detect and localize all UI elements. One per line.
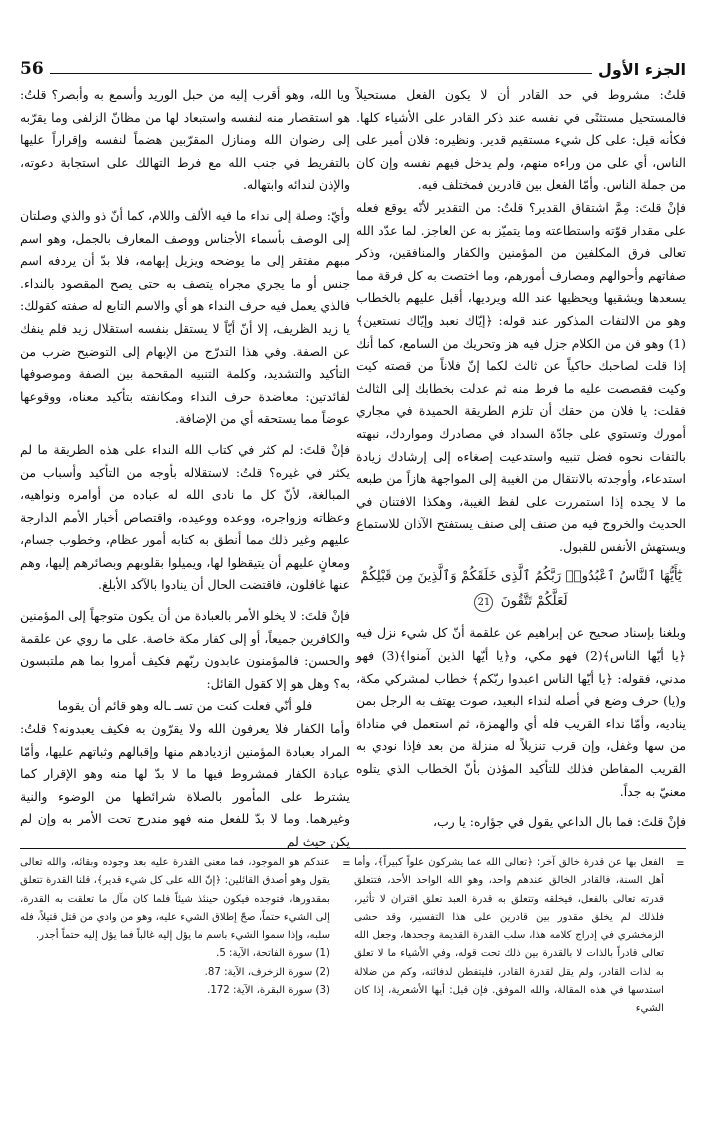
part-title: الجزء الأول — [598, 60, 686, 79]
page-number: 56 — [20, 59, 44, 79]
page-header — [20, 52, 686, 78]
left-paragraph-2: وأيّ: وصلة إلى نداء ما فيه الألف واللام، كما أنّ ذو والذي وصلتان إلى الوصف بأسماء الأجناس ووصف المعارف بالجمل، وهو اسم مبهم مفتقر إلى ما يوضحه ويزيل إبهامه، فلا بدّ أن يردفه اسم جنس أو ما يجري مجراه يتصف به حتى يصح المقصود بالنداء. فالذي يعمل فيه حرف النداء هو أي والاسم التابع له صفته كقولك: يا زيد الظريف، إلا أنّ أيّاً لا يستقل بنفسه استقلال زيد فلم ينفك عن الصفة. وفي هذا التدرّج من الإبهام إلى التوضيح ضرب من التأكيد والتشديد، وكلمة التنبيه المقحمة بين الصفة وموصوفها لفائدتين: معاضدة حرف النداء ومكانفته بتأكيد معناه، ووقوعها عوضاً مما يستحقه أي من الإضافة. — [20, 207, 350, 427]
footnote-ref-1: (1) سورة الفاتحة، الآية: 5. — [216, 948, 330, 960]
verse-text: يَٰٓأَيُّهَا ٱلنَّاسُ ٱعْبُدُوا۟ رَبَّكُمُ ٱلَّذِى خَلَقَكُمْ وَٱلَّذِينَ مِن قَبْلِكُمْ لَعَلَّكُمْ تَتَّقُونَ — [360, 569, 682, 610]
left-paragraph-4: فإنْ قلتَ: لا يخلو الأمر بالعبادة من أن يكون متوجهاً إلى المؤمنين والكافرين جميعاً، أو إلى كفار مكة خاصة. على ما روي عن علقمة والحسن: فالمؤمنون عابدون ربّهم فكيف أمروا بما هم ملتبسون به؟ وهل هو إلا كقول القائل: — [20, 608, 350, 691]
right-paragraph-1: قلتُ: مشروط في حد القادر أن لا يكون الفعل مستحيلاً فالمستحيل مستثنًى في نفسه عند ذكر القادر على الأشياء كلها. فكأنه قيل: على كل شيء مستقيم قدير. ونظيره: فلان أمير على الناس، أي على من وراءه منهم، ولم يدخل فيهم نفسه وإن كان من جملة الناس. وأمّا الفعل بين قادرين فمختلف فيه. — [356, 87, 686, 193]
left-paragraph-1: ويا الله، وهو أقرب إليه من حبل الوريد وأسمع به وأبصر؟ قلتُ: هو استقصار منه لنفسه واستبعاد لها من مظانّ الزلفى وما يقرّبه إلى رضوان الله ومنازل المقرّبين هضماً لنفسه وإقراراً عليها بالتفريط في جنب الله مع فرط التهالك على استجابة دعوته، والإذن لندائه وابتهاله. — [20, 87, 350, 193]
header-rule — [50, 73, 592, 74]
footnote-left-column — [20, 854, 350, 1084]
quran-verse — [356, 564, 686, 614]
right-paragraph-4: فإنْ قلتَ: فما بال الداعي يقول في جؤاره: يا رب، — [433, 814, 686, 830]
footnote-right-text: الفعل بها عن قدرة خالق آخر: ﴿تعالى الله عما يشركون علواً كبيراً﴾، وأما أهل السنة، فالقادر الخالق عندهم واحد، وهو الله الواحد الأحد، فتتعلق قدرته تعالى بالفعل، فيخلقه وتتعلق به قدرة العبد تعلق اقتران لا تأثير، فلذلك لم يخلق مقدور بين قادرين على هذا التفسير، وقد حشى الزمخشري في إدراج كلامه هذا، سلب القدرة القديمة وجحدها، وجعل الله تعالى قادراً بالذات لا بالقدرة بين ذلك تحت قوله، وفي الأشياء ما لا تعلق به لذات القادر، ولم يقل لقدرة القادر، فليتفطن لدفائنه، وكم من ضلالة استدسها في هذه المقالة، والله الموفق. فإن قيل: أيها الأشعرية، إذا كان الشيء — [354, 857, 664, 1015]
footnote-ref-2: (2) سورة الزخرف، الآية: 87. — [204, 966, 330, 978]
right-paragraph-2: فإنْ قلتَ: مِمَّ اشتقاق القدير؟ قلتُ: من التقدير لأنّه يوقع فعله على مقدار قوّته واستطاعته وما يتميّز به عن العاجز. لما عدّد الله تعالى فرق المكلفين من المؤمنين والكفار والمنافقين، وذكر صفاتهم وأحوالهم ومصارف أمورهم، وما اختصت به كل فرقة مما يسعدها ويشقيها ويحظيها عند الله ويرديها، أقبل عليهم بالخطاب وهو من الالتفات المذكور عند قوله: ﴿إيّاك نعبد وإيّاك نستعين﴾(1) وهو فن من الكلام جزل فيه هز وتحريك من السامع، كما أنك إذا قلت لصاحبك حاكياً عن ثالث لكما إنّ فلاناً من قصته كيت وكيت فقصصت عليه ما فرط منه ثم عدلت بخطابك إلى الثالث فقلت: يا فلان من حقك أن تلزم الطريقة الحميدة في مجاري أمورك وتستوي على جادّة السداد في مصادرك ومواردك، نبهته بالتفات نحوه فضل تنبيه واستدعيت إصغاءه إلى إرشادك زيادة استدعاء، وأوجدته بالانتقال من الغيبة إلى المواجهة هازاً من طبعه ما لا يجده إذا استمررت على لفظ الغيبة، وهكذا الافتنان في الحديث والخروج فيه من صنف إلى صنف يستفتح الآذان للاستماع ويستهش الأنفس للقبول. — [356, 199, 686, 554]
footnote-rule — [20, 848, 686, 849]
footnote-right-column — [354, 854, 684, 1084]
left-paragraph-5: وأما الكفار فلا يعرفون الله ولا يقرّون به فكيف يعبدونه؟ قلتُ: المراد بعبادة المؤمنين ازديادهم منها وإقبالهم وثباتهم عليها، وأمّا عبادة الكفار فمشروط فيها ما لا بدّ لها منه وهو الإقرار كما يشترط على المأمور بالصلاة شرائطها من الوضوء والنية وغيرهما. وما لا بدّ للفعل منه فهو مندرج تحت الأمر به وإن لم يكن حيث لم — [20, 721, 350, 849]
footnote-ref-3: (3) سورة البقرة، الآية: 172. — [207, 985, 330, 997]
left-text-column — [20, 84, 350, 849]
right-paragraph-3: وبلغنا بإسناد صحيح عن إبراهيم عن علقمة أنّ كل شيء نزل فيه ﴿يا أيّها الناس﴾(2) فهو مكي، و﴿يا أيّها الذين آمنوا﴾(3) فهو مدني، فقوله: ﴿يا أيّها الناس اعبدوا ربّكم﴾ خطاب لمشركي مكة، و(يا) حرف وضع في أصله لنداء البعيد، صوت يهتف به الرجل بمن يناديه، وأمّا نداء القريب فله أي والهمزة، ثم استعمل في مناداة من سها وغفل، وإن قرب تنزيلاً له منزلة من بعد فإذا نودي به القريب المفاطن فذلك للتأكيد المؤذن بأنّ الخطاب الذي يتلوه معنيّ به جداً. — [356, 625, 686, 799]
continuation-marker: = — [676, 856, 684, 870]
left-paragraph-3: فإنْ قلتَ: لم كثر في كتاب الله النداء على هذه الطريقة ما لم يكثر في غيره؟ قلتُ: لاستقلاله بأوجه من التأكيد وأسباب من المبالغة، لأنّ كل ما نادى الله له عباده من أوامره ونواهيه، وعظاته وزواجره، ووعده ووعيده، واقتصاص أخبار الأمم الدارجة عليهم وغير ذلك مما أنطق به كتابه أمور عظام، وخطوب جسام، ومعانٍ عليهم أن يتيقظوا لها، ويميلوا بقلوبهم وبصائرهم إليها، وهم عنها غافلون، فاقتضت الحال أن ينادوا بالآكد الأبلغ. — [20, 441, 350, 593]
continuation-marker: = — [342, 856, 350, 870]
footnote-left-text: عندكم هو الموجود، فما معنى القدرة عليه بعد وجوده وبقائه، والله تعالى يقول وهو أصدق القائلين: ﴿إنّ الله على كل شيء قدير﴾، قلنا القدرة تتعلق بمقدورها، فتوجده فيكون حينئذ شيئاً فلما كان مآل ما تعلقت به القدرة، إلى الشيء حتماً، صحّ إطلاق الشيء عليه، وهو من وادي من قتل قتيلاً، فله سلبه، وإذا سموا الشيء باسم ما يؤل إليه غالباً فما يؤل إليه حتماً أجدر. — [20, 857, 330, 942]
right-text-column — [356, 84, 686, 836]
poetry-line: فلو أنّي فعلت كنت من تسـ ـاله وهو قائم أن يقوما — [57, 698, 313, 714]
verse-number: 21 — [474, 593, 493, 612]
